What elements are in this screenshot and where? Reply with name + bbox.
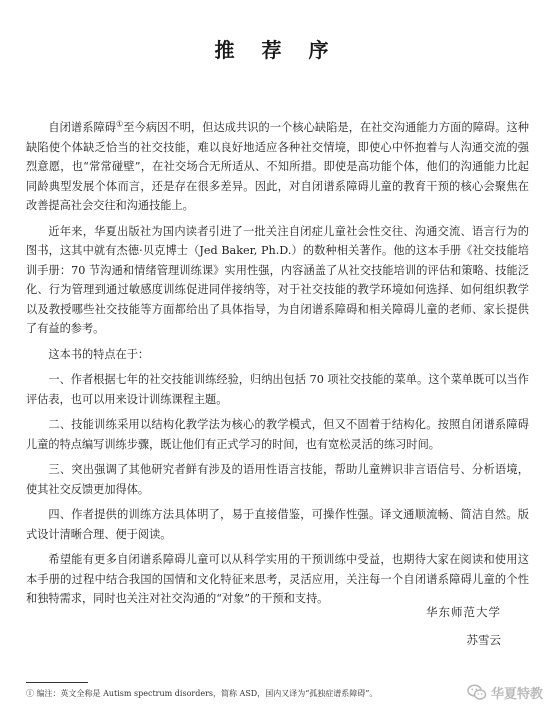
paragraph-4: 一、作者根据七年的社交技能训练经验，归纳出包括 70 项社交技能的菜单。这个菜单既可以当作评估表，也可以用来设计训练课程主题。 (26, 373, 529, 406)
wechat-icon (467, 684, 487, 701)
paragraph-6: 三、突出强调了其他研究者鲜有涉及的语用性语言技能，帮助儿童辨识非言语信号、分析语境，使其社交反馈更加得体。 (26, 463, 529, 496)
footnote-reference[interactable]: ① (116, 119, 124, 129)
paragraph-2: 近年来，华夏出版社为国内读者引进了一批关注自闭症儿童社会性交往、沟通交流、语言行为的图书，这其中就有杰德·贝克博士（Jed Baker, Ph.D.）的数种相关著作。他的这本手册《社交技能培训手册：70 节沟通和情绪管理训练课》实用性强，内容涵盖了从社交技能培训的评估和策略、技能泛化、行为管理到通过敏感度训练促进同伴接纳等，对于社交技能的教学环境如何选择、如何组织教学以及教授哪些社交技能等方面都给出了具体指导，为自闭谱系障碍和相关障碍儿童的老师、家长提供了有益的参考。 (26, 224, 529, 335)
paragraph-8: 希望能有更多自闭谱系障碍儿童可以从科学实用的干预训练中受益，也期待大家在阅读和使用这本手册的过程中结合我国的国情和文化特征来思考，灵活应用，关注每一个自闭谱系障碍儿童的个性和独特需求，同时也关注对社交沟通的“对象”的干预和支持。 (26, 553, 529, 605)
footnote-text: ① 编注：英文全称是 Autism spectrum disorders，简称 ASD，国内又译为“孤独症谱系障碍”。 (26, 689, 378, 698)
paragraph-1-lead: 自闭谱系障碍 (48, 121, 117, 134)
preface-body (26, 118, 529, 615)
signature-organization: 华东师范大学 (426, 605, 501, 619)
watermark (467, 683, 543, 702)
paragraph-5: 二、技能训练采用以结构化教学法为核心的教学模式，但又不固着于结构化。按照自闭谱系障碍儿童的特点编写训练步骤，既让他们有正式学习的时间，也有宽松灵活的练习时间。 (26, 418, 529, 451)
paragraph-3: 这本书的特点在于： (48, 347, 150, 361)
page-title: 推 荐 序 (214, 38, 339, 62)
paragraph-7: 四、作者提供的训练方法具体明了，易于直接借鉴，可操作性强。译文通顺流畅、简洁自然。版式设计清晰合理、便于阅读。 (26, 508, 529, 541)
paragraph-1-rest: 至今病因不明，但达成共识的一个核心缺陷是，在社交沟通能力方面的障碍。这种缺陷使个体缺乏恰当的社交技能，难以良好地适应各种社交情境，即使心中怀抱着与人沟通交流的强烈意愿，也“常常碰壁”，在社交场合无所适从、不知所措。即使是高功能个体，他们的沟通能力比起同龄典型发展个体而言，还是存在很多差异。因此，对自闭谱系障碍儿童的教育干预的核心会聚焦在改善提高社会交往和沟通技能上。 (26, 121, 529, 212)
watermark-text: 华夏特教 (490, 687, 543, 702)
paragraph-1 (26, 118, 529, 216)
footnote-divider (26, 682, 88, 683)
signature-name: 苏雪云 (466, 633, 501, 647)
